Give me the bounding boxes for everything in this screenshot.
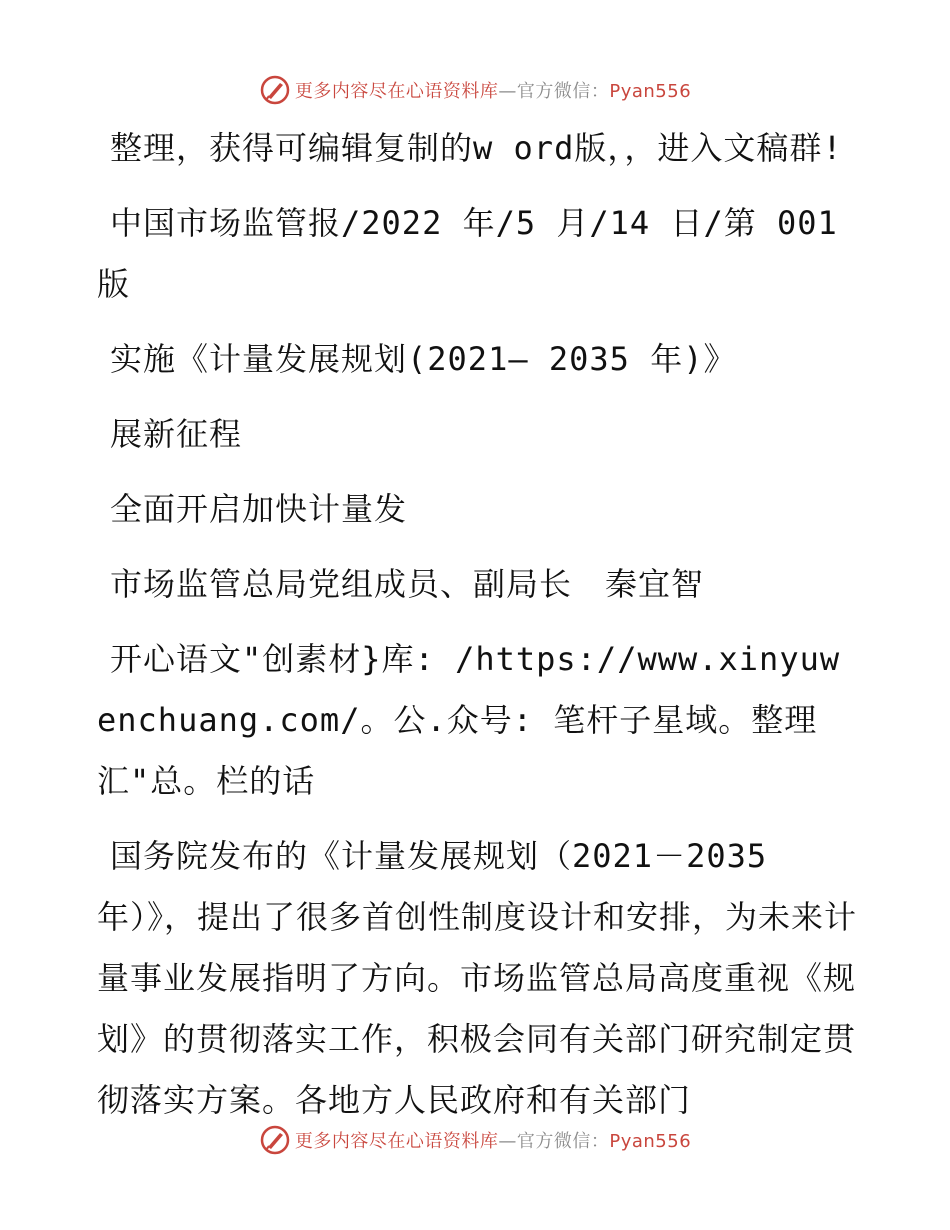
paragraph-title-line-2: 展新征程 [110,415,243,453]
red-quill-logo-icon [259,1124,291,1156]
paragraph-intro: 整理，获得可编辑复制的w ord版，，进入文稿群! [110,129,843,167]
watermark-account: Pyan556 [609,81,692,102]
header-watermark [0,70,950,110]
paragraph-title-line-1: 实施《计量发展规划(2021— 2035 年)》 [110,340,737,378]
watermark-text: 更多内容尽在心语资料库 [294,81,499,102]
watermark-label: 官方微信： [516,81,610,102]
paragraph-body: 国务院发布的《计量发展规划（2021－2035年）》，提出了很多首创性制度设计和安排，为未来计量事业发展指明了方向。市场监管总局高度重视《规划》的贯彻落实工作，积极会同有关部门研究制定贯彻落实方案。各地方人民政府和有关部门 [97,837,858,1119]
watermark-label: 官方微信： [516,1131,610,1152]
watermark-separator: — [498,1131,517,1152]
document-body [97,118,857,1131]
paragraph-promo: 开心语文"创素材}库: /https://www.xinyuwenchuang.com/。公.众号: 笔杆子星域。整理汇"总。栏的话 [97,640,841,800]
watermark-text: 更多内容尽在心语资料库 [294,1131,499,1152]
red-quill-logo-icon [259,74,291,106]
watermark-separator: — [498,81,517,102]
paragraph-author: 市场监管总局党组成员、副局长 秦宜智 [110,565,705,603]
footer-watermark [0,1120,950,1160]
paragraph-source: 中国市场监管报/2022 年/5 月/14 日/第 001 版 [97,204,838,303]
paragraph-title-line-3: 全面开启加快计量发 [110,490,408,528]
watermark-account: Pyan556 [609,1131,692,1152]
